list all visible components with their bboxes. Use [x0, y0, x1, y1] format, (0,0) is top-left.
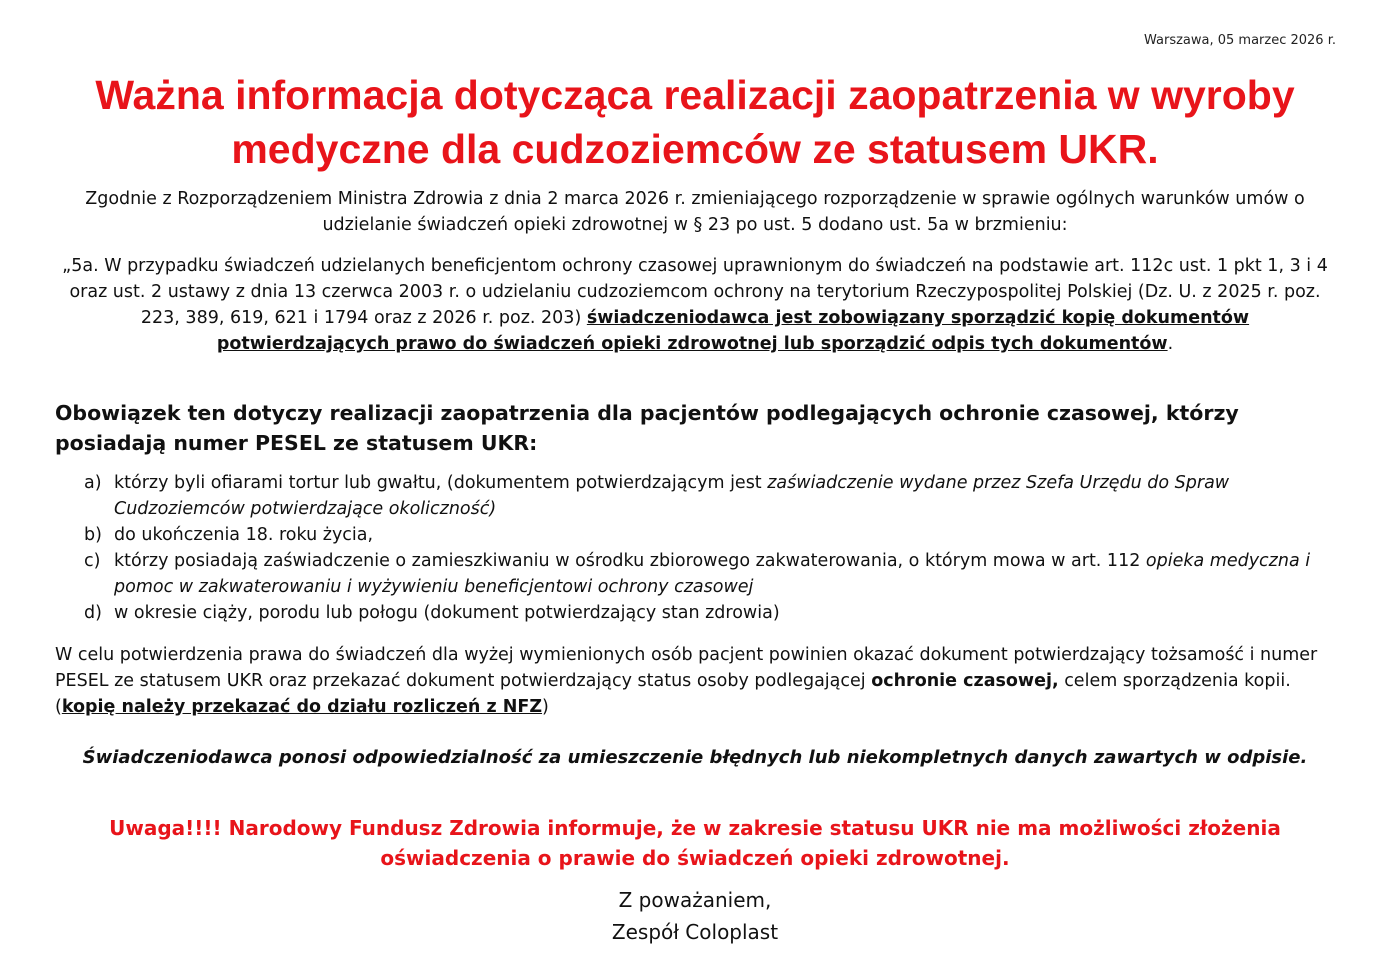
conditions-list	[84, 470, 1344, 626]
condition-item-b	[84, 522, 1344, 548]
signature-block	[545, 884, 845, 948]
signature-team: Zespół Coloplast	[611, 920, 779, 944]
quote-end: .	[1167, 334, 1174, 354]
condition-item-a	[84, 470, 1344, 522]
confirmation-text: W celu potwierdzenia prawa do świadczeń dla wyżej wymienionych osób pacjent powinien okazać dokument potwierdzający tożsamość i numer PESEL ze statusem UKR oraz przekazać dokument potwierdzający status osoby podlegającej	[55, 645, 1318, 691]
quote-emphasis: świadczeniodawca jest zobowiązany sporządzić kopię dokumentów potwierdzających prawo do świadczeń opieki zdrowotnej lub sporządzić odpis tych dokumentów	[216, 308, 1250, 354]
condition-item-d	[84, 600, 1344, 626]
document-title: Ważna informacja dotycząca realizacji zaopatrzenia w wyroby medyczne dla cudzoziemców ze statusem UKR.	[95, 72, 1295, 172]
intro-paragraph: Zgodnie z Rozporządzeniem Ministra Zdrowia z dnia 2 marca 2026 r. zmieniającego rozporządzenie w sprawie ogólnych warunków umów o udzielanie świadczeń opieki zdrowotnej w § 23 po ust. 5 dodano ust. 5a w brzmieniu:	[85, 189, 1305, 235]
condition-italic: zaświadczenie wydane przez Szefa Urzędu do Spraw Cudzoziemców potwierdzające okoliczność)	[114, 473, 1230, 519]
condition-item-c	[84, 548, 1344, 600]
confirmation-bold: ochronie czasowej,	[871, 671, 1059, 691]
confirmation-end: )	[542, 697, 549, 717]
obligation-heading: Obowiązek ten dotyczy realizacji zaopatrzenia dla pacjentów podlegających ochronie czasowej, którzy posiadają numer PESEL ze statusem UKR:	[55, 401, 1239, 455]
confirmation-middle: celem sporządzenia kopii. (	[55, 671, 1291, 717]
condition-italic: opieka medyczna i pomoc w zakwaterowaniu i wyżywieniu beneficjentowi ochrony czasowej	[114, 551, 1311, 597]
condition-marker: d)	[84, 603, 102, 623]
regulation-quote	[52, 253, 1338, 357]
responsibility-notice: Świadczeniodawca ponosi odpowiedzialność za umieszczenie błędnych lub niekompletnych danych zawartych w odpisie.	[82, 747, 1308, 768]
condition-text: do ukończenia 18. roku życia,	[114, 525, 374, 545]
condition-marker: c)	[84, 551, 101, 571]
condition-text: którzy posiadają zaświadczenie o zamieszkiwaniu w ośrodku zbiorowego zakwaterowania, o którym mowa w art. 112	[114, 551, 1146, 571]
nfz-warning: Uwaga!!!! Narodowy Fundusz Zdrowia informuje, że w zakresie statusu UKR nie ma możliwości złożenia oświadczenia o prawie do świadczeń opieki zdrowotnej.	[109, 816, 1281, 870]
condition-marker: a)	[84, 473, 102, 493]
signature-greeting: Z poważaniem,	[618, 888, 772, 912]
condition-marker: b)	[84, 525, 102, 545]
quote-text: „5a. W przypadku świadczeń udzielanych beneficjentom ochrony czasowej uprawnionym do świadczeń na podstawie art. 112c ust. 1 pkt 1, 3 i 4 oraz ust. 2 ustawy z dnia 13 czerwca 2003 r. o udzielaniu cudzoziemcom ochrony na terytorium Rzeczypospolitej Polskiej (Dz. U. z 2025 r. poz. 223, 389, 619, 621 i 1794 oraz z 2026 r. poz. 203)	[62, 256, 1328, 328]
document-date: Warszawa, 05 marzec 2026 r.	[1143, 33, 1336, 48]
confirmation-underline: kopię należy przekazać do działu rozliczeń z NFZ	[61, 697, 543, 717]
condition-text: którzy byli ofiarami tortur lub gwałtu, (dokumentem potwierdzającym jest	[114, 473, 768, 493]
condition-text: w okresie ciąży, porodu lub połogu (dokument potwierdzający stan zdrowia)	[114, 603, 780, 623]
confirmation-paragraph	[55, 642, 1345, 720]
